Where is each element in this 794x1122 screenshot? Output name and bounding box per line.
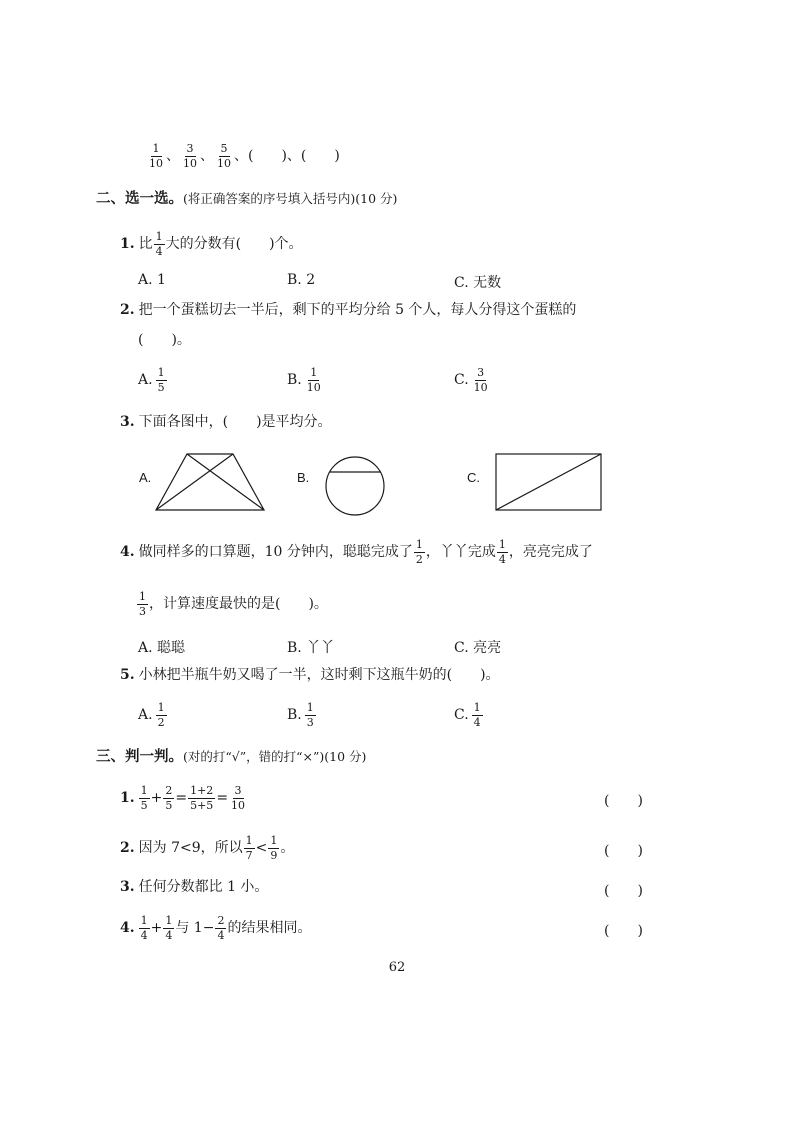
circle-figure xyxy=(325,456,385,516)
judge-question-2: 2. 因为 7<9，所以 $\frac{1}{7}$ < $\frac{1}{9}$ 。 xyxy=(120,834,295,862)
option-b[interactable]: B. $\frac{1}{3}$ xyxy=(287,701,314,729)
option-b[interactable]: B. 丫丫 xyxy=(287,640,335,656)
question-2-4-line2: $\frac{1}{3}$ ，计算速度最快的是( )。 xyxy=(139,590,328,618)
section-title: 二、选一选。 xyxy=(96,190,183,207)
option-c[interactable]: C. 无数 xyxy=(454,275,502,291)
fraction: $\frac{5}{10}$ xyxy=(217,142,231,170)
question-2-5: 5. 小林把半瓶牛奶又喝了一半，这时剩下这瓶牛奶的( )。 xyxy=(120,667,500,683)
answer-paren[interactable]: ( ) xyxy=(604,793,643,809)
question-2-4: 4. 做同样多的口算题，10 分钟内，聪聪完成了 $\frac{1}{2}$ ，丫丫完成 $\frac{1}{4}$ ，亮亮完成了 xyxy=(120,538,593,566)
figure-label-a[interactable]: A. xyxy=(139,470,152,485)
figure-label-c[interactable]: C. xyxy=(467,470,480,485)
fraction: $\frac{1}{4}$ xyxy=(155,230,163,258)
section-note: (将正确答案的序号填入括号内)(10 分) xyxy=(183,191,398,206)
fraction: $\frac{1}{10}$ xyxy=(149,142,163,170)
option-b[interactable]: B. $\frac{1}{10}$ xyxy=(287,366,321,394)
question-2-3: 3. 下面各图中，( )是平均分。 xyxy=(120,414,332,430)
judge-question-4: 4. $\frac{1}{4}$ + $\frac{1}{4}$ 与 1− $\frac{2}{4}$ 的结果相同。 xyxy=(120,914,312,942)
section-note: (对的打“√”，错的打“×”)(10 分) xyxy=(183,749,367,764)
section-title: 三、判一判。 xyxy=(96,748,183,765)
option-c[interactable]: C. 亮亮 xyxy=(454,640,502,656)
option-a[interactable]: A. $\frac{1}{2}$ xyxy=(138,701,165,729)
answer-paren[interactable]: ( ) xyxy=(604,883,643,899)
trapezoid-figure xyxy=(155,453,265,511)
fraction: $\frac{3}{10}$ xyxy=(183,142,197,170)
option-b[interactable]: B. 2 xyxy=(287,272,316,288)
answer-paren[interactable]: ( ) xyxy=(604,923,643,939)
option-a[interactable]: A. 1 xyxy=(138,272,166,288)
rectangle-figure xyxy=(495,453,602,511)
option-a[interactable]: A. 聪聪 xyxy=(138,640,186,656)
figure-label-b[interactable]: B. xyxy=(297,470,310,485)
option-a[interactable]: A. $\frac{1}{5}$ xyxy=(138,366,165,394)
section-3-header xyxy=(96,750,366,765)
answer-paren[interactable]: ( ) xyxy=(604,843,643,859)
section-2-header xyxy=(96,192,397,207)
judge-question-3: 3. 任何分数都比 1 小。 xyxy=(120,879,269,895)
option-c[interactable]: C. $\frac{1}{4}$ xyxy=(454,701,481,729)
answer-blanks[interactable]: ( )、( ) xyxy=(248,148,340,165)
page-number: 62 xyxy=(388,960,406,975)
judge-question-1: 1. $\frac{1}{5}$ + $\frac{2}{5}$ = $\frac{1+2}{5+5}$ = $\frac{3}{10}$ xyxy=(120,784,246,812)
question-2-2: 2. 把一个蛋糕切去一半后，剩下的平均分给 5 个人，每人分得这个蛋糕的 xyxy=(120,302,577,318)
question-2-1: 1. 比 $\frac{1}{4}$ 大的分数有( )个。 xyxy=(120,230,303,258)
fraction-sequence: $\frac{1}{10}$ 、 $\frac{3}{10}$ 、 $\frac{5}{10}$ 、 ( )、( ) xyxy=(149,142,340,170)
question-2-2-line2[interactable]: ( )。 xyxy=(138,332,191,348)
option-c[interactable]: C. $\frac{3}{10}$ xyxy=(454,366,488,394)
